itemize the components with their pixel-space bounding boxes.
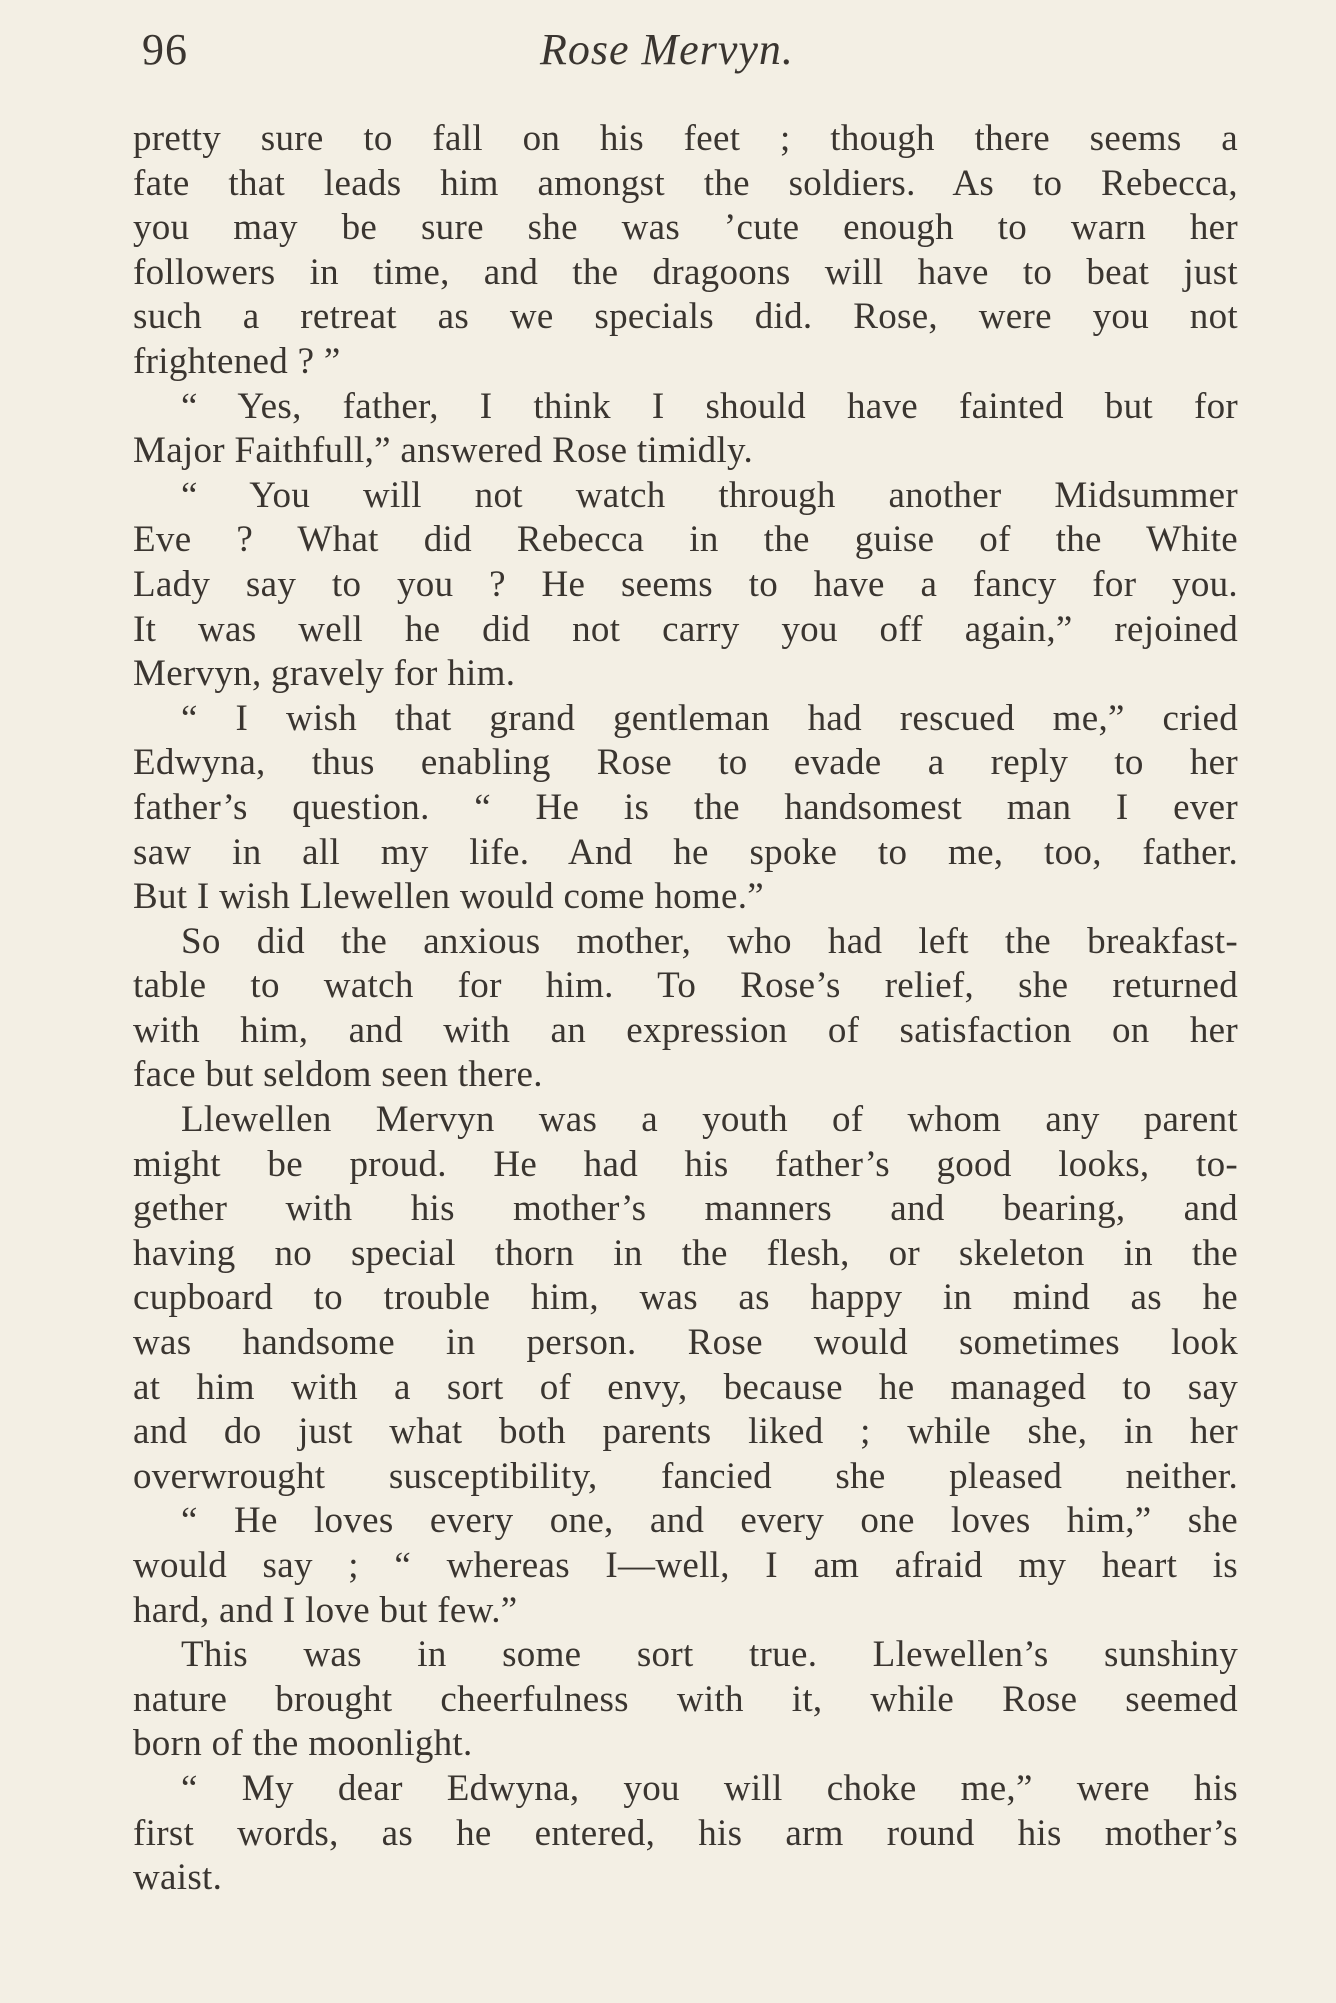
text-line: face but seldom seen there. (133, 1054, 543, 1096)
text-line: was handsome in person. Rose would sometimes look (133, 1322, 1238, 1364)
text-line: having no special thorn in the flesh, or skeleton in the (133, 1232, 1238, 1274)
text-line: first words, as he entered, his arm round his mother’s (133, 1812, 1238, 1854)
text-line: and do just what both parents liked ; while she, in her (133, 1411, 1238, 1453)
text-line: overwrought susceptibility, fancied she pleased neither. (133, 1455, 1238, 1497)
text-line: waist. (133, 1857, 223, 1899)
text-line: Eve ? What did Rebecca in the guise of the White (133, 519, 1238, 561)
text-line: cupboard to trouble him, was as happy in mind as he (133, 1277, 1238, 1319)
text-line: would say ; “ whereas I—well, I am afraid my heart is (133, 1545, 1238, 1586)
text-line: nature brought cheerfulness with it, while Rose seemed (133, 1678, 1238, 1720)
text-line: Mervyn, gravely for him. (133, 653, 516, 695)
text-line: saw in all my life. And he spoke to me, too, father. (133, 831, 1238, 873)
text-line: hard, and I love but few.” (133, 1589, 518, 1631)
text-line: “ He loves every one, and every one loves him,” she (181, 1500, 1238, 1542)
text-line: “ Yes, father, I think I should have fainted but for (181, 385, 1238, 427)
text-line: “ My dear Edwyna, you will choke me,” were his (181, 1767, 1238, 1809)
text-line: frightened ? ” (133, 340, 341, 382)
text-line: gether with his mother’s manners and bearing, and (133, 1188, 1238, 1230)
text-line: “ I wish that grand gentleman had rescued me,” cried (181, 697, 1238, 739)
running-title: Rose Mervyn. (540, 25, 794, 74)
body-text (133, 117, 1238, 1901)
text-line: Major Faithfull,” answered Rose timidly. (133, 430, 753, 472)
text-line: Edwyna, thus enabling Rose to evade a reply to her (133, 742, 1238, 784)
text-line: such a retreat as we specials did. Rose, were you not (133, 296, 1238, 338)
text-line: This was in some sort true. Llewellen’s sunshiny (181, 1634, 1238, 1676)
text-line: born of the moonlight. (133, 1723, 473, 1765)
text-line: at him with a sort of envy, because he managed to say (133, 1366, 1238, 1408)
text-line: followers in time, and the dragoons will have to beat just (133, 251, 1238, 293)
text-line: So did the anxious mother, who had left the breakfast- (181, 920, 1238, 962)
text-line: fate that leads him amongst the soldiers. As to Rebecca, (133, 162, 1238, 204)
text-line: But I wish Llewellen would come home.” (133, 876, 765, 918)
text-line: pretty sure to fall on his feet ; though there seems a (133, 118, 1238, 159)
page-header (140, 20, 1240, 90)
text-line: Llewellen Mervyn was a youth of whom any parent (181, 1099, 1238, 1141)
text-line: table to watch for him. To Rose’s relief, she returned (133, 965, 1238, 1007)
page-number: 96 (142, 25, 188, 74)
text-line: with him, and with an expression of satisfaction on her (133, 1009, 1238, 1051)
text-line: Lady say to you ? He seems to have a fancy for you. (133, 563, 1238, 605)
text-line: you may be sure she was ’cute enough to warn her (133, 207, 1238, 249)
text-line: “ You will not watch through another Midsummer (181, 474, 1238, 516)
text-line: It was well he did not carry you off again,” rejoined (133, 608, 1238, 650)
text-line: father’s question. “ He is the handsomest man I ever (133, 786, 1238, 828)
text-line: might be proud. He had his father’s good looks, to- (133, 1143, 1238, 1185)
